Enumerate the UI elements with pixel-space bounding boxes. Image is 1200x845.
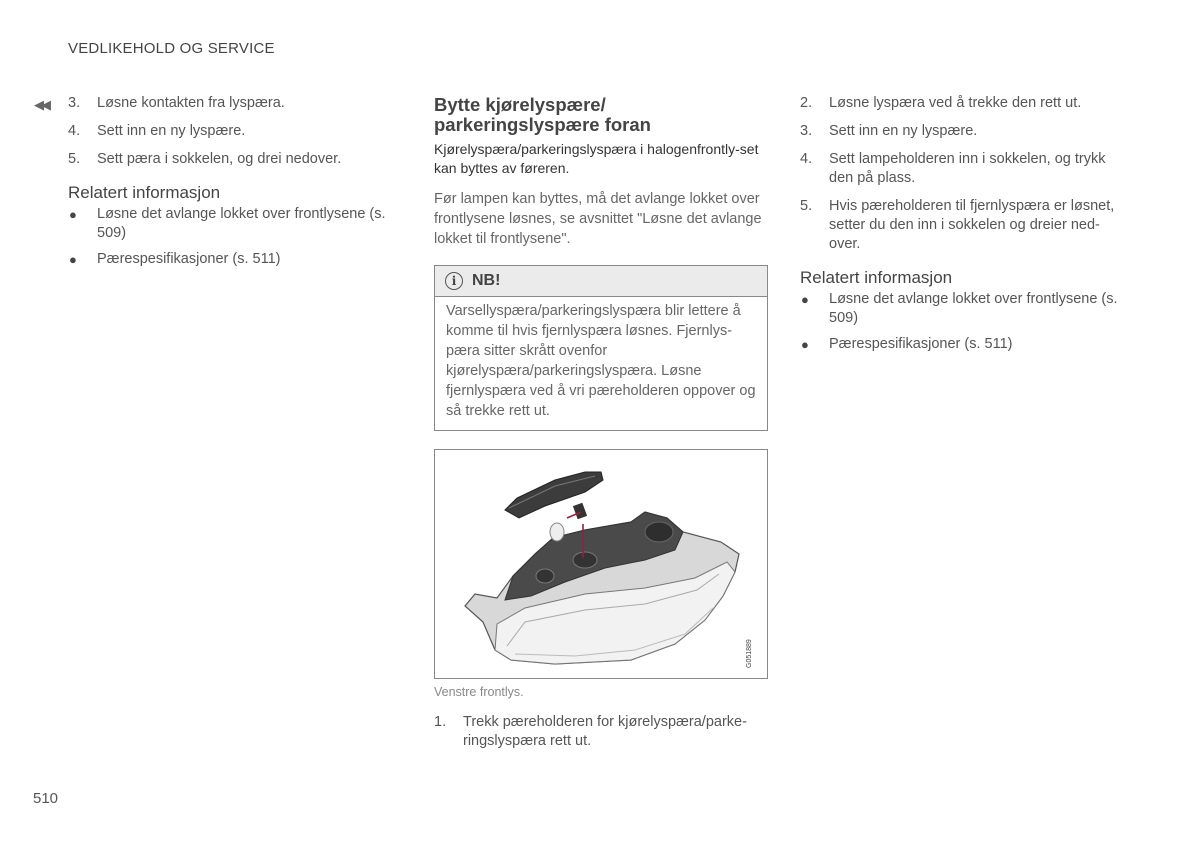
list-item <box>68 94 388 113</box>
step-text: Sett lampeholderen inn i sokkelen, og trykk den på plass. <box>829 151 1106 186</box>
step-text: Løsne lyspæra ved å trekke den rett ut. <box>829 95 1082 111</box>
related-link[interactable] <box>800 290 1130 328</box>
section-header: VEDLIKEHOLD OG SERVICE <box>68 40 275 57</box>
step-text: Løsne kontakten fra lyspæra. <box>97 95 285 111</box>
note-title: NB! <box>472 272 501 289</box>
step-text: Sett inn en ny lyspære. <box>97 123 246 139</box>
related-link-text: Løsne det avlange lokket over frontlysene (s. 509) <box>97 206 386 241</box>
step-number: 2. <box>800 95 813 111</box>
step-number: 1. <box>434 714 447 730</box>
step-number: 5. <box>800 198 813 214</box>
section-title <box>434 95 768 135</box>
section-title-line: parkeringslyspære foran <box>434 114 651 135</box>
related-info-heading: Relatert informasjon <box>800 268 953 287</box>
note-box <box>434 265 768 431</box>
list-item <box>800 122 1130 141</box>
section-title-line: Bytte kjørelyspære/ <box>434 94 606 115</box>
bullet-icon: ● <box>801 337 809 352</box>
related-link[interactable] <box>68 205 388 243</box>
related-link[interactable] <box>68 250 388 269</box>
column-middle <box>434 94 768 760</box>
related-link-text: Pærespesifikasjoner (s. 511) <box>829 336 1013 352</box>
list-item <box>800 94 1130 113</box>
step-number: 3. <box>68 95 81 111</box>
bullet-icon: ● <box>69 252 77 267</box>
figure-code: G051889 <box>746 639 753 668</box>
related-info-heading: Relatert informasjon <box>68 183 221 202</box>
continue-arrow-icon: ◀◀ <box>34 97 48 112</box>
step-text: Sett pæra i sokkelen, og drei nedover. <box>97 151 342 167</box>
step-text: Hvis pæreholderen til fjernlyspæra er løsnet, setter du den inn i sokkelen og dreier ned-over. <box>829 198 1115 252</box>
column-left <box>68 94 388 276</box>
step-number: 4. <box>68 123 81 139</box>
related-info-list <box>800 290 1130 354</box>
steps-list <box>800 94 1130 254</box>
list-item <box>434 713 768 751</box>
bullet-icon: ● <box>801 292 809 307</box>
step-text: Sett inn en ny lyspære. <box>829 123 978 139</box>
step-number: 4. <box>800 151 813 167</box>
info-icon: i <box>445 272 463 290</box>
list-item <box>68 122 388 141</box>
step-text: Trekk pæreholderen for kjørelyspæra/parke-ringslyspæra rett ut. <box>463 714 747 749</box>
column-right <box>800 94 1130 361</box>
related-link[interactable] <box>800 335 1130 354</box>
step-number: 5. <box>68 151 81 167</box>
list-item <box>68 150 388 169</box>
body-paragraph: Før lampen kan byttes, må det avlange lokket over frontlysene løsnes, se avsnittet "Løsne det avlange lokket til frontlysene". <box>434 191 762 247</box>
note-text: Varsellyspæra/parkeringslyspæra blir lettere å komme til hvis fjernlyspæra løsnes. Fjernlys-pæra sitter skrått ovenfor kjørelyspæra/parkeringslyspæra. Løsne fjernlyspæra ved å vri pæreholderen oppover og så trekke rett ut. <box>446 303 756 419</box>
bullet-icon: ● <box>69 207 77 222</box>
page-number: 510 <box>33 790 59 807</box>
list-item <box>800 150 1130 188</box>
list-item <box>800 197 1130 254</box>
related-info-list <box>68 205 388 269</box>
headlight-drawing <box>435 450 767 678</box>
figure-caption: Venstre frontlys. <box>434 685 524 699</box>
note-header <box>435 266 767 297</box>
related-link-text: Pærespesifikasjoner (s. 511) <box>97 251 281 267</box>
lead-paragraph: Kjørelyspæra/parkeringslyspæra i halogenfrontly-set kan byttes av føreren. <box>434 141 759 176</box>
headlight-illustration <box>434 449 768 679</box>
related-link-text: Løsne det avlange lokket over frontlysene (s. 509) <box>829 291 1118 326</box>
steps-list <box>68 94 388 169</box>
steps-list <box>434 713 768 751</box>
step-number: 3. <box>800 123 813 139</box>
